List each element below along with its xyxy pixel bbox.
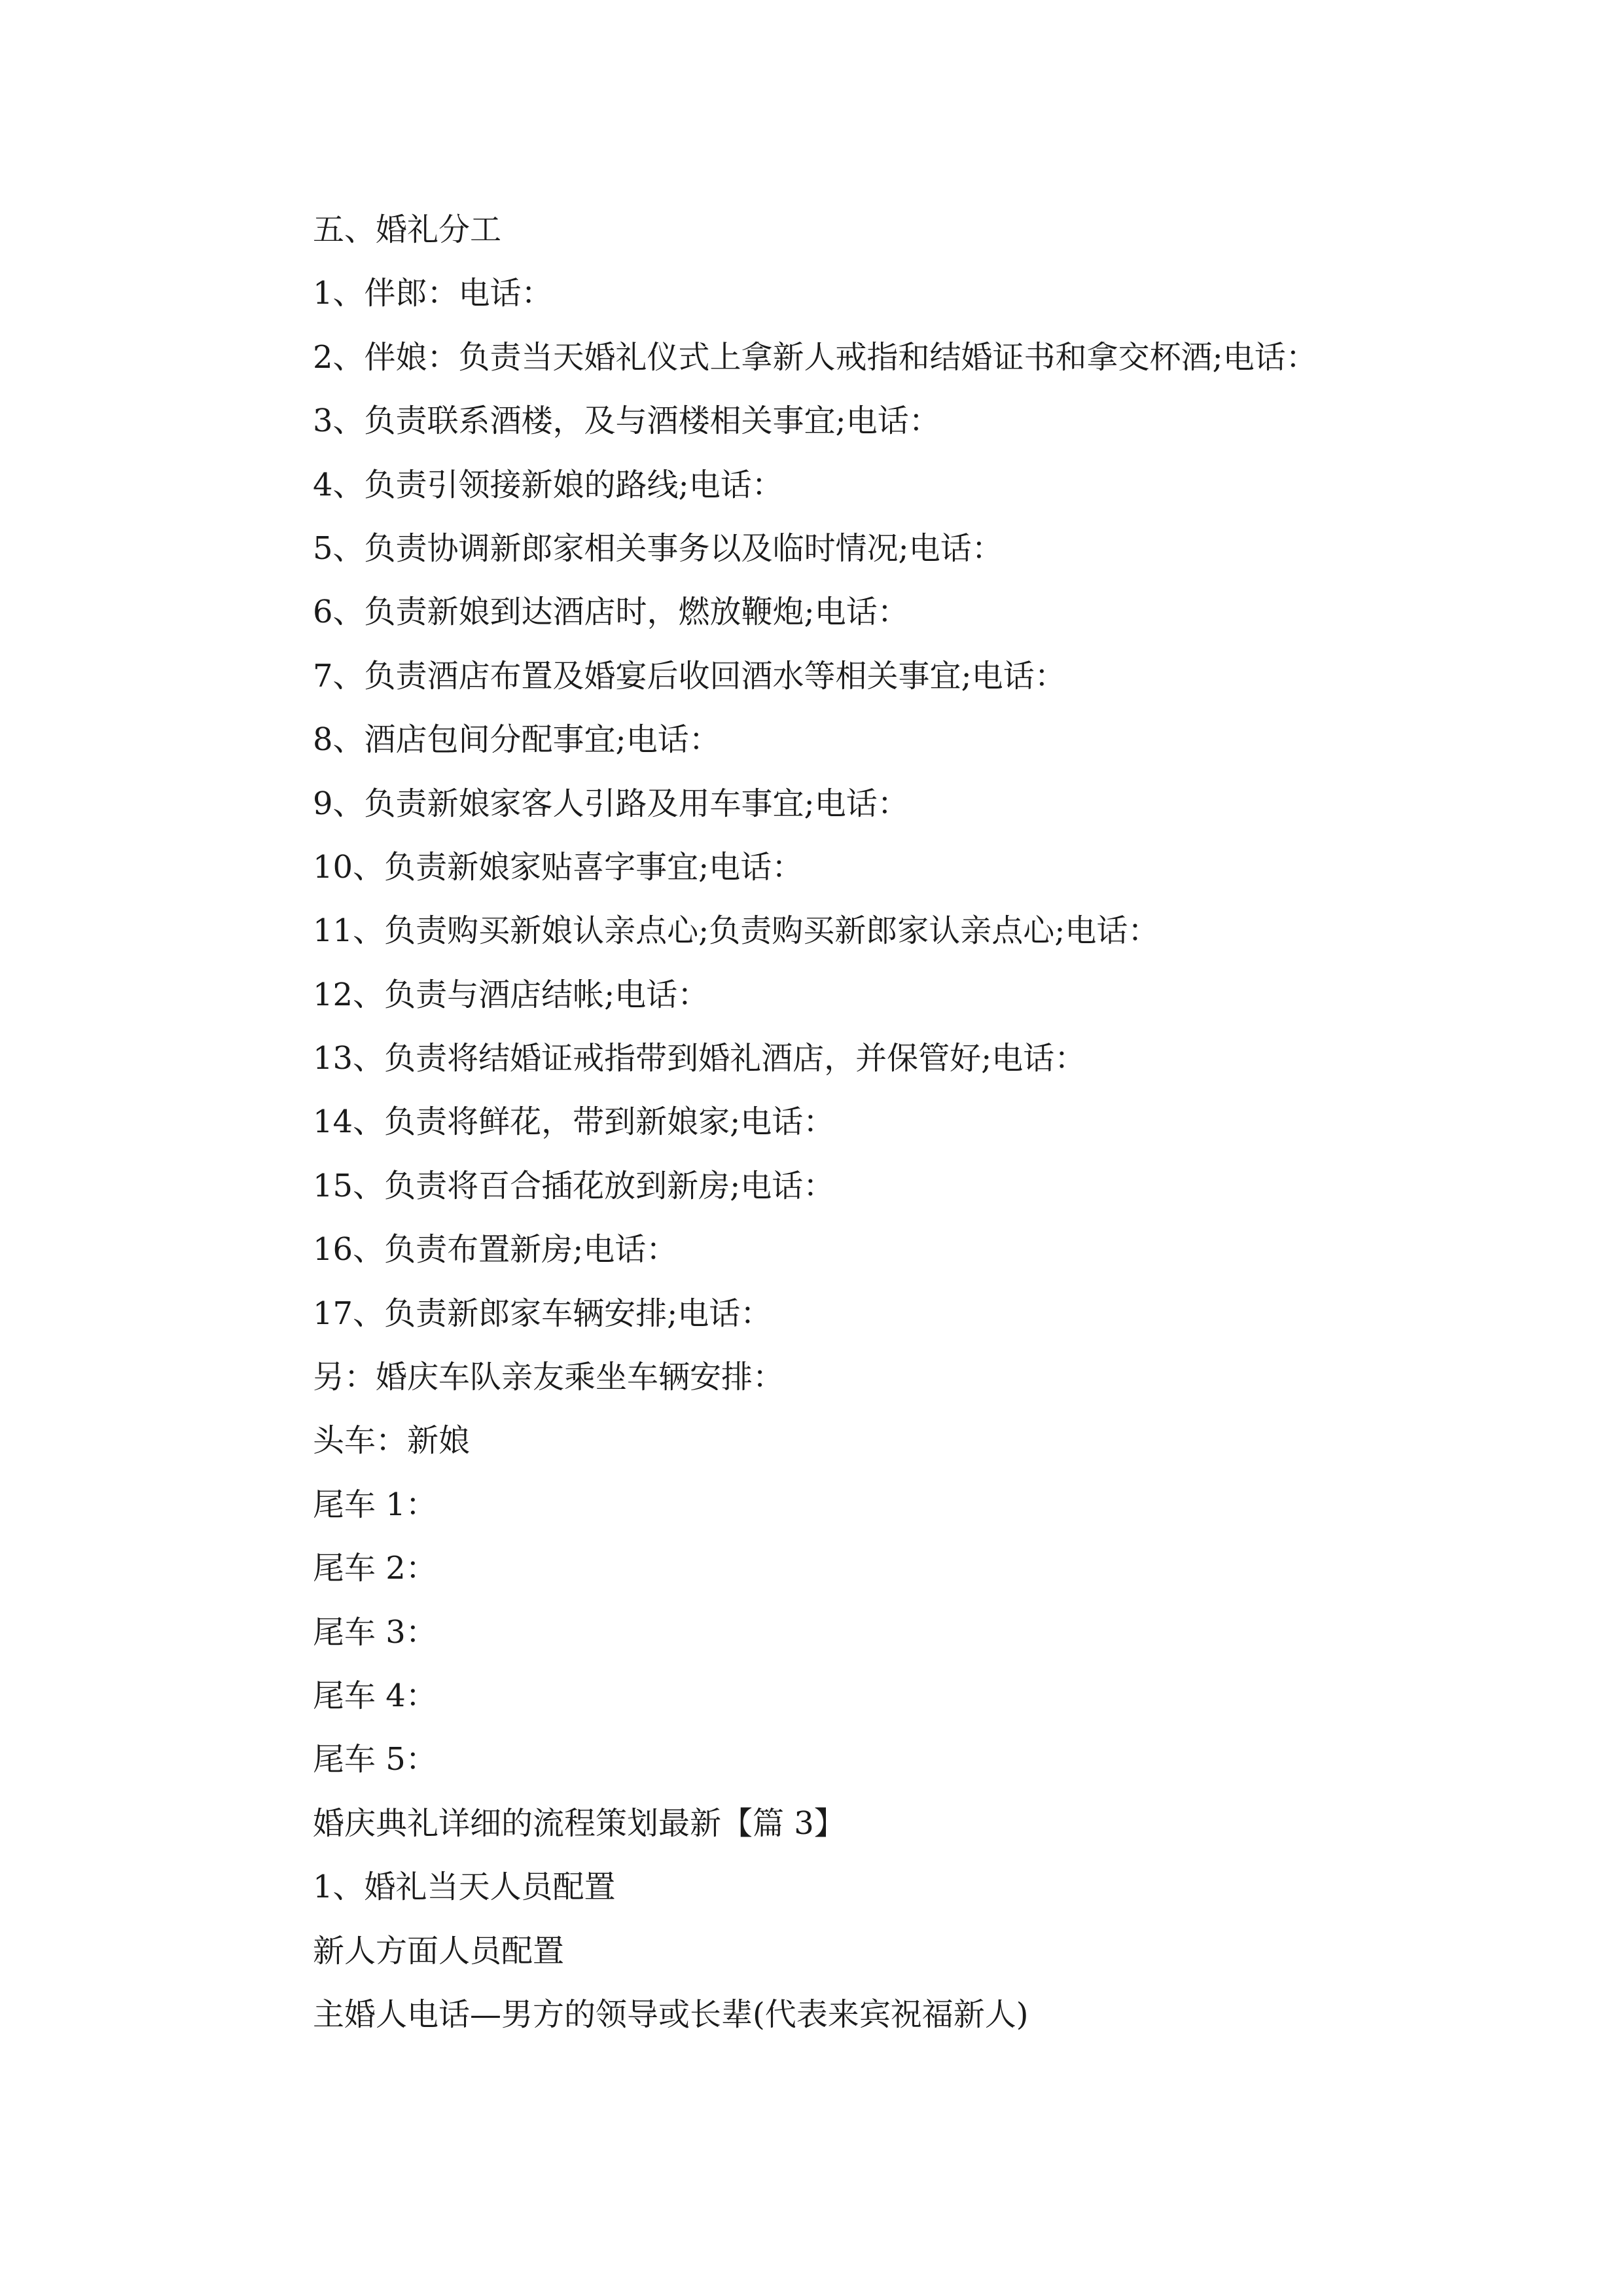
article-title: 婚庆典礼详细的流程策划最新【篇 3】 <box>313 1804 846 1842</box>
car-line: 尾车 1： <box>313 1486 437 1523</box>
paragraph: 主婚人电话—男方的领导或长辈(代表来宾祝福新人) <box>313 1996 1029 2033</box>
list-item: 10、负责新娘家贴喜字事宜;电话： <box>313 848 804 886</box>
list-item: 16、负责布置新房;电话： <box>313 1231 678 1268</box>
list-item: 17、负责新郎家车辆安排;电话： <box>313 1295 772 1332</box>
list-item: 7、负责酒店布置及婚宴后收回酒水等相关事宜;电话： <box>313 657 1066 694</box>
sub-heading: 1、婚礼当天人员配置 <box>313 1869 616 1906</box>
list-item: 11、负责购买新娘认亲点心;负责购买新郎家认亲点心;电话： <box>313 912 1160 950</box>
list-item: 15、负责将百合插花放到新房;电话： <box>313 1167 835 1204</box>
car-arrangement-heading: 另：婚庆车队亲友乘坐车辆安排： <box>313 1359 785 1396</box>
car-line: 尾车 2： <box>313 1550 437 1587</box>
list-item: 2、伴娘：负责当天婚礼仪式上拿新人戒指和结婚证书和拿交杯酒;电话： <box>313 338 1317 376</box>
car-line: 头车：新娘 <box>313 1422 471 1460</box>
document-body <box>313 208 1438 2056</box>
car-line: 尾车 5： <box>313 1741 437 1778</box>
list-item: 13、负责将结婚证戒指带到婚礼酒店，并保管好;电话： <box>313 1040 1086 1077</box>
section-heading-division-of-labor: 五、婚礼分工 <box>313 211 502 248</box>
list-item: 12、负责与酒店结帐;电话： <box>313 976 709 1013</box>
list-item: 4、负责引领接新娘的路线;电话： <box>313 466 783 503</box>
list-item: 6、负责新娘到达酒店时，燃放鞭炮;电话： <box>313 594 909 631</box>
list-item: 3、负责联系酒楼，及与酒楼相关事宜;电话： <box>313 403 940 440</box>
car-line: 尾车 4： <box>313 1677 437 1714</box>
list-item: 9、负责新娘家客人引路及用车事宜;电话： <box>313 785 909 822</box>
paragraph: 新人方面人员配置 <box>313 1932 565 1969</box>
car-line: 尾车 3： <box>313 1613 437 1651</box>
list-item: 8、酒店包间分配事宜;电话： <box>313 721 721 759</box>
list-item: 14、负责将鲜花，带到新娘家;电话： <box>313 1103 835 1141</box>
list-item: 5、负责协调新郎家相关事务以及临时情况;电话： <box>313 529 1003 567</box>
list-item: 1、伴郎：电话： <box>313 275 553 312</box>
